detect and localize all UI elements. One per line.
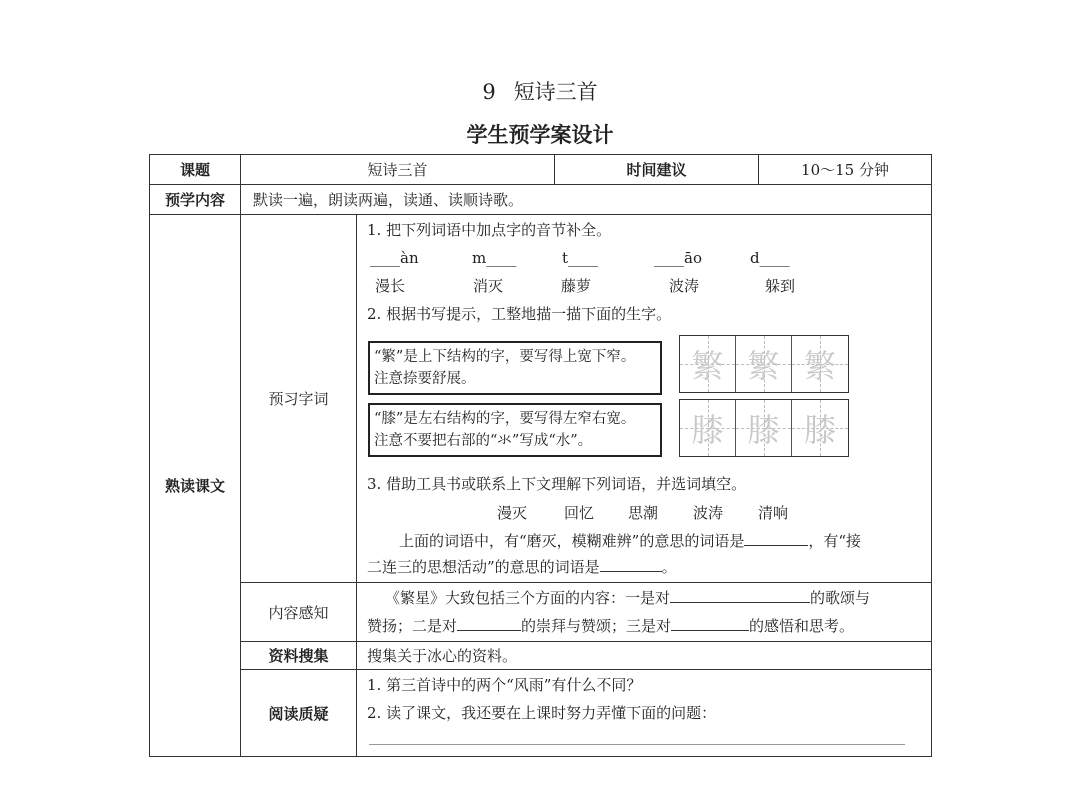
answer-blank-1[interactable] [744,531,808,546]
choice-1: 漫灭 [497,504,528,522]
trace-cell: 膝 [736,400,792,456]
materials-row [150,642,932,670]
choice-4: 波涛 [693,504,724,522]
reading-row [150,670,932,757]
choice-3: 思潮 [628,504,659,522]
preview-row [150,185,932,215]
words-row [150,215,932,583]
word-4: 波涛 [669,277,700,295]
reading-q1: 1. 第三首诗中的两个“风雨”有什么不同？ [367,676,642,694]
fill-sentence-2: 二连三的思想活动”的意思的词语是 。 [367,558,677,576]
materials-label: 资料搜集 [241,642,357,670]
topic-label: 课题 [150,155,241,185]
answer-blank-3[interactable] [670,588,810,603]
tip1-line2: 注意捺要舒展。 [374,371,476,387]
pinyin-4: ____āo [654,249,702,267]
trace-cell: 膝 [680,400,736,456]
answer-blank-2[interactable] [600,557,662,572]
trace-cell: 膝 [792,400,848,456]
pinyin-1: ____àn [370,249,419,267]
char-grid-2 [679,399,849,457]
pinyin-5: d____ [750,249,790,267]
choice-2: 回忆 [564,504,595,522]
word-3: 藤萝 [561,277,592,295]
word-1: 漫长 [375,277,406,295]
tip1-line1: “繁”是上下结构的字，要写得上宽下窄。 [374,349,636,365]
q3-text: 3. 借助工具书或联系上下文理解下列词语，并选词填空。 [367,475,747,493]
pinyin-2: m____ [472,249,517,267]
reading-label: 阅读质疑 [241,670,357,757]
reading-q2: 2. 读了课文，我还要在上课时努力弄懂下面的问题： [367,704,717,722]
section-label: 熟读课文 [150,215,241,757]
page-subtitle: 学生预学案设计 [466,123,614,147]
words-label: 预习字词 [241,215,357,583]
writing-tip-1 [368,341,662,395]
time-label: 时间建议 [555,155,759,185]
perception-row [150,583,932,642]
answer-blank-5[interactable] [671,616,749,631]
preview-label: 预学内容 [150,185,241,215]
reading-content [357,670,931,756]
choice-5: 清响 [758,504,789,522]
tip2-line1: “膝”是左右结构的字，要写得左窄右宽。 [374,411,636,427]
trace-cell: 繁 [792,336,848,392]
pinyin-3: t____ [562,249,599,267]
lesson-name: 短诗三首 [513,80,598,104]
header-row [150,155,932,185]
perception-content: 《繁星》大致包括三个方面的内容：一是对 的歌颂与 赞扬；二是对 的崇拜与赞颂；三是对 的感悟和思考。 [367,589,871,635]
tip2-line2: 注意不要把右部的“氺”写成“水”。 [374,433,593,449]
time-value: 10～15 分钟 [759,155,932,185]
topic-value: 短诗三首 [241,155,555,185]
answer-blank-4[interactable] [457,616,521,631]
word-2: 消灭 [473,277,504,295]
q2-text: 2. 根据书写提示，工整地描一描下面的生字。 [367,305,672,323]
trace-cell: 繁 [736,336,792,392]
worksheet-table [149,154,932,757]
char-grid-1 [679,335,849,393]
answer-line[interactable] [369,744,905,745]
q1-text: 1. 把下列词语中加点字的音节补全。 [367,221,612,239]
perception-label: 内容感知 [241,583,357,642]
lesson-title [0,76,1080,106]
writing-tip-2 [368,403,662,457]
lesson-number: 9 [482,80,496,104]
fill-sentence-1: 上面的词语中，有“磨灭，模糊难辨”的意思的词语是 ，有“接 [399,532,862,550]
preview-content: 默读一遍，朗读两遍，读通、读顺诗歌。 [241,185,932,215]
materials-content: 搜集关于冰心的资料。 [357,642,932,670]
word-5: 躲到 [765,277,796,295]
trace-cell: 繁 [680,336,736,392]
words-content [357,215,931,582]
